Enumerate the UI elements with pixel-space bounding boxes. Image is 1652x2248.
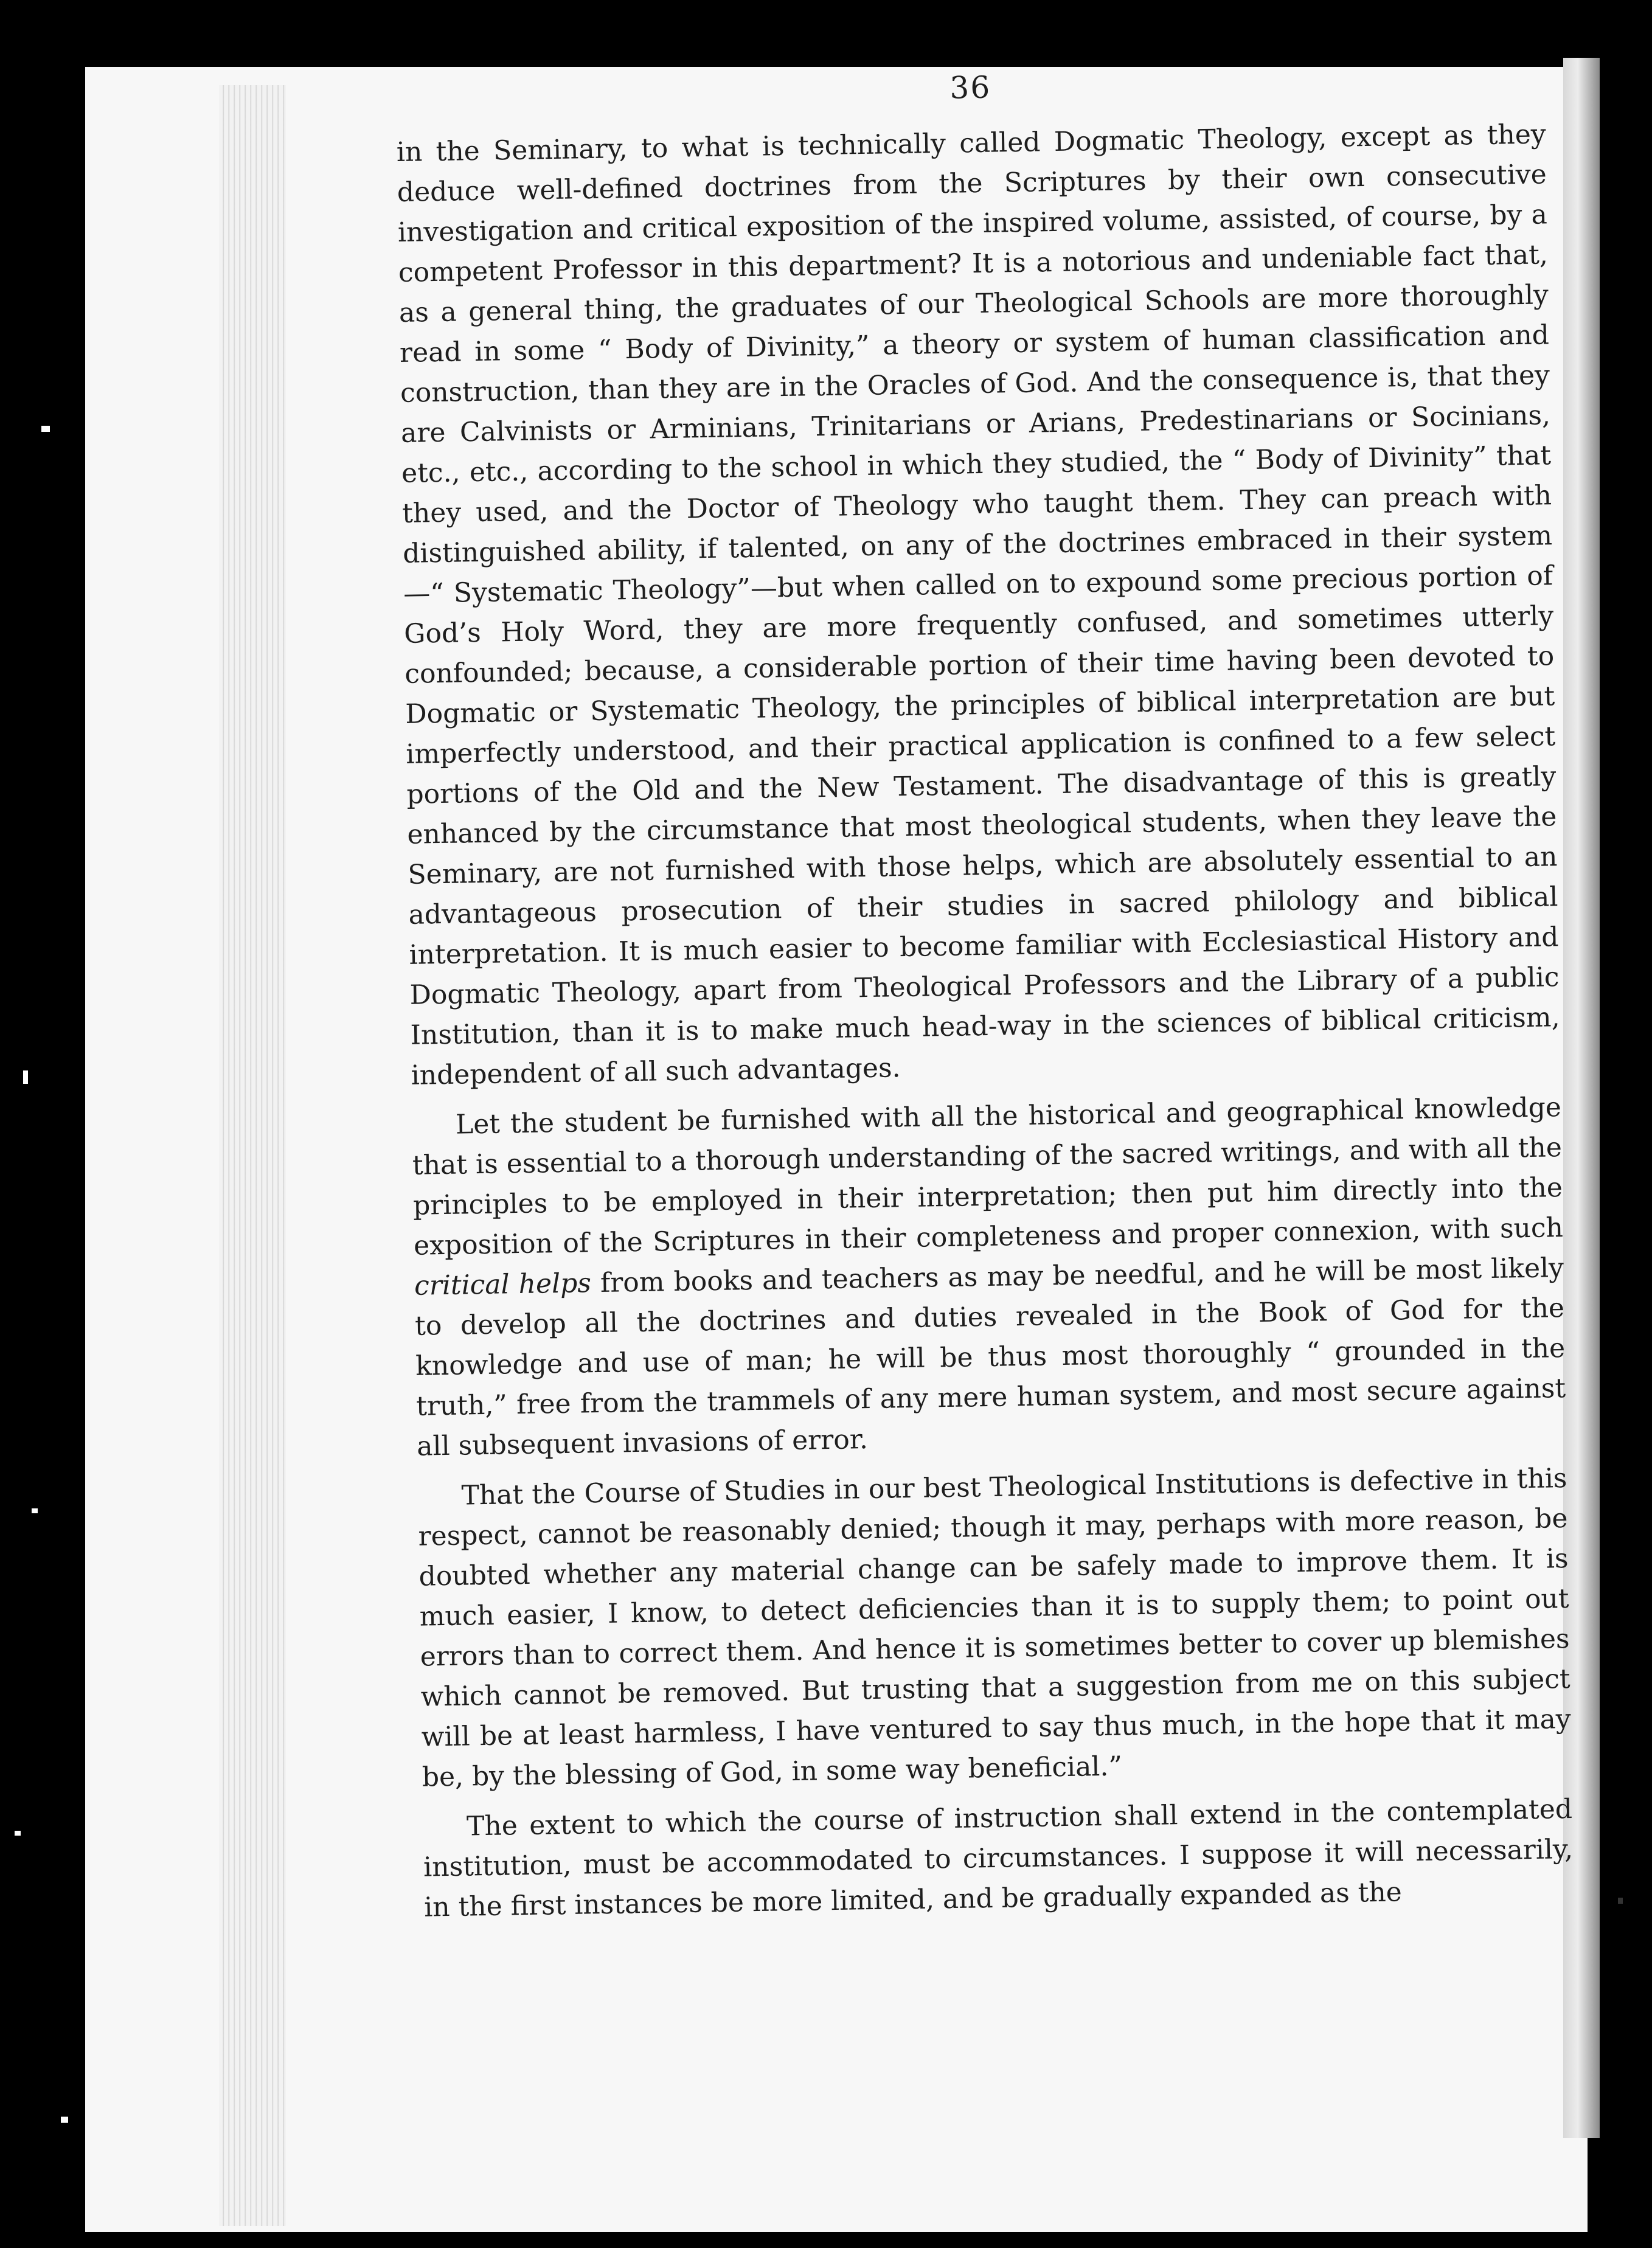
- scan-speck: [32, 1508, 38, 1513]
- italic-text-run: critical helps: [414, 1268, 592, 1302]
- page-gutter: [219, 85, 286, 2226]
- scan-speck: [41, 426, 50, 432]
- text-run: in the Seminary, to what is technically called Dogmatic Theology, except as they deduce well-defined doctrines from the Scriptures by their own consecutive investigation and critical exposition of the inspired volume, assisted, of course, by a competent Professor in this department? It is a notorious and undeniable fact that, as a general thing, the graduates of our Theological Schools are more thoroughly read in some “ Body of Divinity,” a theory or system of human classification and construction, than they are in the Oracles of God. And the consequence is, that they are Calvinists or Arminians, Trinitarians or Arians, Predestinarians or Socinians, etc., etc., according to the school in which they studied, the “ Body of Divinity” that they used, and the Doctor of Theology who taught them. They can preach with distinguished ability, if talented, on any of the doctrines embraced in their system—“ Systematic Theology”—but when called on to expound some precious portion of God’s Holy Word, they are more frequently confused, and sometimes utterly confounded; because, a considerable portion of their time having been devoted to Dogmatic or Systematic Theology, the principles of biblical interpretation are but imperfectly understood, and their practical application is confined to a few select portions of the Old and the New Testament. The disadvantage of this is greatly enhanced by the circumstance that most theological students, when they leave the Seminary, are not furnished with those helps, which are absolutely essential to an advantageous prosecution of their studies in sacred philology and biblical interpretation. It is much easier to become familiar with Ecclesiastical History and Dogmatic Theology, apart from Theological Professors and the Library of a public Institution, than it is to make much head-way in the sciences of biblical criticism, independent of all such advantages.: [396, 119, 1560, 1091]
- scan-speck: [23, 1070, 28, 1084]
- scan-speck: [1618, 1898, 1623, 1904]
- page-text: [395, 61, 1577, 2159]
- text-run: Let the student be furnished with all the historical and geographical knowledge that is essential to a thorough understanding of the sacred writings, and with all the principles to be employed in their interpretation; then put him directly into the exposition of the Scriptures in their completeness and proper connexion, with such: [412, 1092, 1564, 1261]
- text-run: The extent to which the course of instruction shall extend in the contemplated institution, must be accommodated to circumstances. I suppose it will necessarily, in the first instances be more limited, and be gradually expanded as the: [423, 1793, 1574, 1923]
- page-number: 36: [949, 69, 991, 106]
- text-run: That the Course of Studies in our best Theological Institutions is defective in this respect, cannot be reasonably denied; though it may, perhaps with more reason, be doubted whether any material change can be safely made to improve them. It is much easier, I know, to detect deficiencies than it is to supply them; to point out errors than to correct them. And hence it is sometimes better to cover up blemishes which cannot be removed. But trusting that a suggestion from me on this subject will be at least harmless, I have ventured to say thus much, in the hope that it may be, by the blessing of God, in some way beneficial.”: [418, 1463, 1571, 1793]
- paragraph: [412, 1088, 1567, 1467]
- scan-speck: [61, 2117, 68, 2123]
- scan-speck: [15, 1831, 21, 1836]
- body-text: [396, 114, 1574, 1927]
- paragraph: [417, 1459, 1572, 1798]
- paragraph: [396, 114, 1561, 1095]
- paragraph: [423, 1789, 1574, 1928]
- text-run: from books and teachers as may be needful, and he will be most likely to develop all the doctrines and duties revealed in the Book of God for the knowledge and use of man; he will be thus most thoroughly “ grounded in the truth,” free from the trammels of any mere human system, and most secure against all subsequent invasions of error.: [414, 1252, 1566, 1462]
